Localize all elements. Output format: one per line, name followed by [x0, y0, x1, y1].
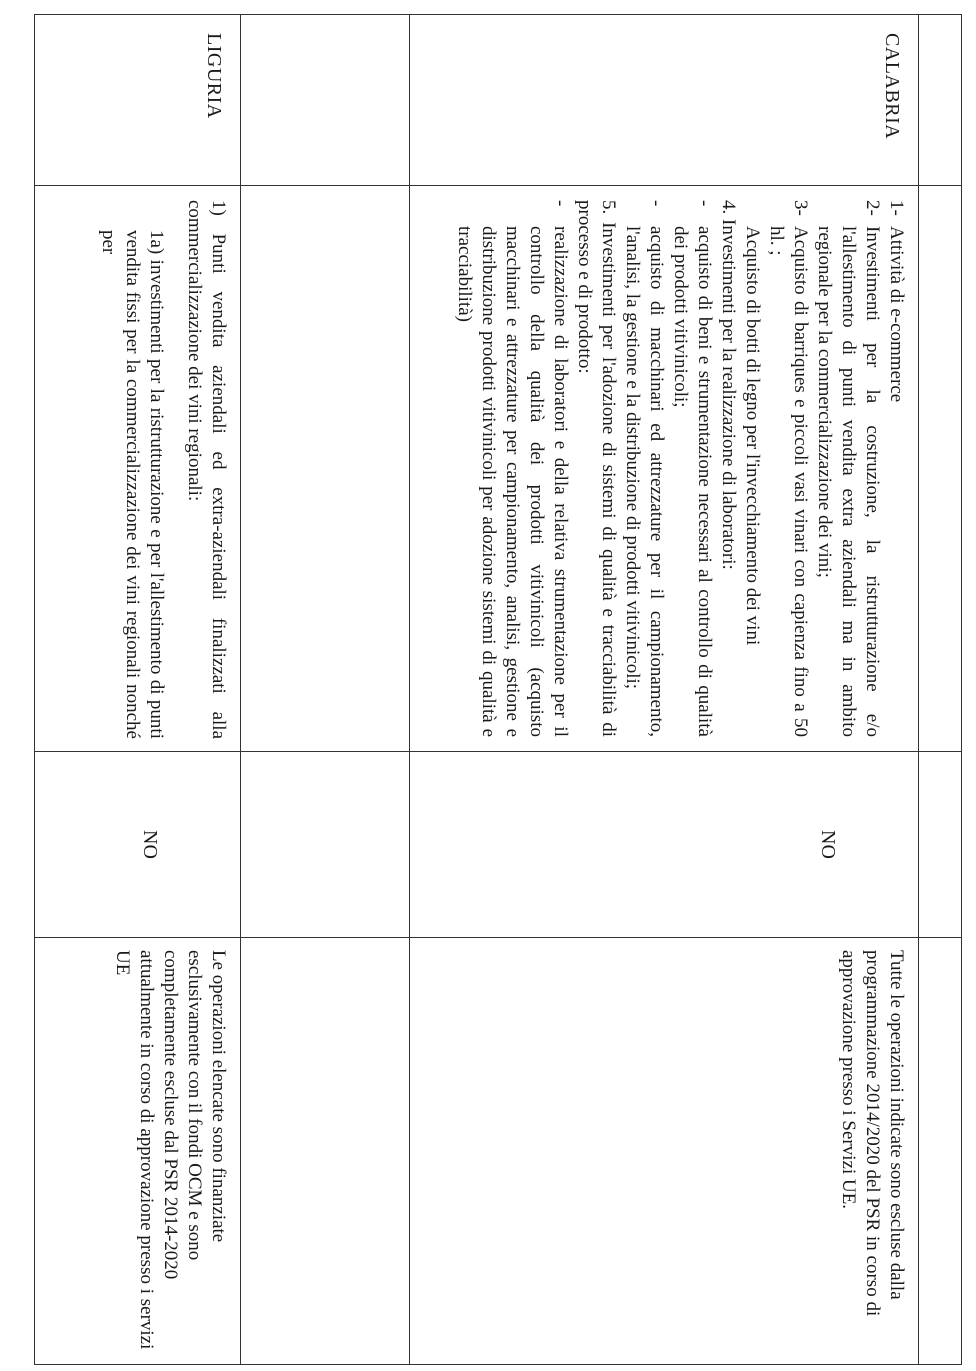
table-row-liguria	[35, 15, 241, 1365]
item-text: Attività di e-commerce	[886, 226, 907, 403]
flag-value: NO	[817, 830, 839, 859]
note-cell	[410, 938, 919, 1365]
dash-marker: -	[694, 200, 715, 207]
flag-cell	[35, 752, 241, 938]
list-item: 4. Investimenti per la realizzazione di laboratori:	[718, 200, 739, 570]
list-item	[884, 200, 908, 737]
regions-table	[34, 14, 962, 1365]
empty-cell	[241, 752, 410, 938]
note-cell	[35, 938, 241, 1365]
item-text: acquisto di macchinari ed attrezzature per il campionamento, l'analisi, la gestione e la distribuzione di prodotti vitivinicoli;	[622, 226, 667, 737]
empty-cell	[919, 186, 962, 752]
empty-cell	[919, 938, 962, 1365]
table-header-row	[919, 15, 962, 1365]
flag-cell	[410, 752, 919, 938]
list-item: 1) Punti vendita aziendali ed extra-aziendali finalizzati alla commercializzazione dei vini regionali:	[184, 200, 229, 739]
empty-cell	[919, 752, 962, 938]
list-subitem	[452, 200, 572, 737]
operations-list	[452, 186, 918, 751]
list-item: 5. Investimenti per l'adozione di sistemi di qualità e tracciabilità di processo e di prodotto:	[574, 200, 619, 737]
empty-cell	[241, 186, 410, 752]
dash-marker: -	[550, 200, 571, 207]
item-text: Investimenti per la costruzione, la ristrutturazione e/o l'allestimento di punti vendita extra aziendali ma in ambito regionale per la commercializzazione dei vini;	[814, 226, 883, 737]
empty-cell	[241, 938, 410, 1365]
dash-marker: -	[646, 200, 667, 207]
note-text: Tutte le operazioni indicate sono escluse dalla programmazione 2014/2020 del PSR in corso di approvazione presso i Servizi UE.	[838, 950, 907, 1317]
operations-cell	[410, 186, 919, 752]
item-number: 3-	[790, 200, 811, 216]
list-subitem: 1a) investimenti per la ristrutturazione e per l'allestimento di punti vendita fissi per la commercializzazione dei vini regionali nonché per	[98, 230, 167, 739]
empty-cell	[919, 15, 962, 186]
flag-value: NO	[139, 830, 161, 859]
item-continuation: Acquisto di botti di legno per l'invecchiamento dei vini	[742, 226, 763, 646]
table-row-calabria	[410, 15, 919, 1365]
region-name: LIGURIA	[203, 33, 225, 119]
region-cell	[410, 15, 919, 186]
region-cell	[35, 15, 241, 186]
item-text: realizzazione di laboratori e della relativa strumentazione per il controllo della qualità dei prodotti vitivinicoli (acquisto macchinari e attrezzature per campionamento, analisi, gestione e distribuzione prodotti vitivinicoli per adozione sistemi di qualità e tracciabilità)	[454, 226, 571, 737]
list-subitem	[668, 200, 716, 737]
item-text: Acquisto di barriques e piccoli vasi vinari con capienza fino a 50 hl. ;	[766, 226, 811, 737]
item-text: acquisto di beni e strumentazione necessari al controllo di qualità dei prodotti vitivinicoli;	[670, 226, 715, 737]
note-text: Le operazioni elencate sono finanziate esclusivamente con il fondi OCM e sono completamente escluse dal PSR 2014-2020 attualmente in corso di approvazione presso i servizi UE	[112, 950, 229, 1350]
list-item	[812, 200, 884, 737]
list-item	[764, 200, 812, 737]
region-name: CALABRIA	[881, 33, 903, 140]
empty-cell	[241, 15, 410, 186]
item-number: 2-	[862, 200, 883, 216]
table-row-empty	[241, 15, 410, 1365]
list-subitem	[620, 200, 668, 737]
item-number: 1-	[886, 200, 907, 216]
operations-cell	[35, 186, 241, 752]
